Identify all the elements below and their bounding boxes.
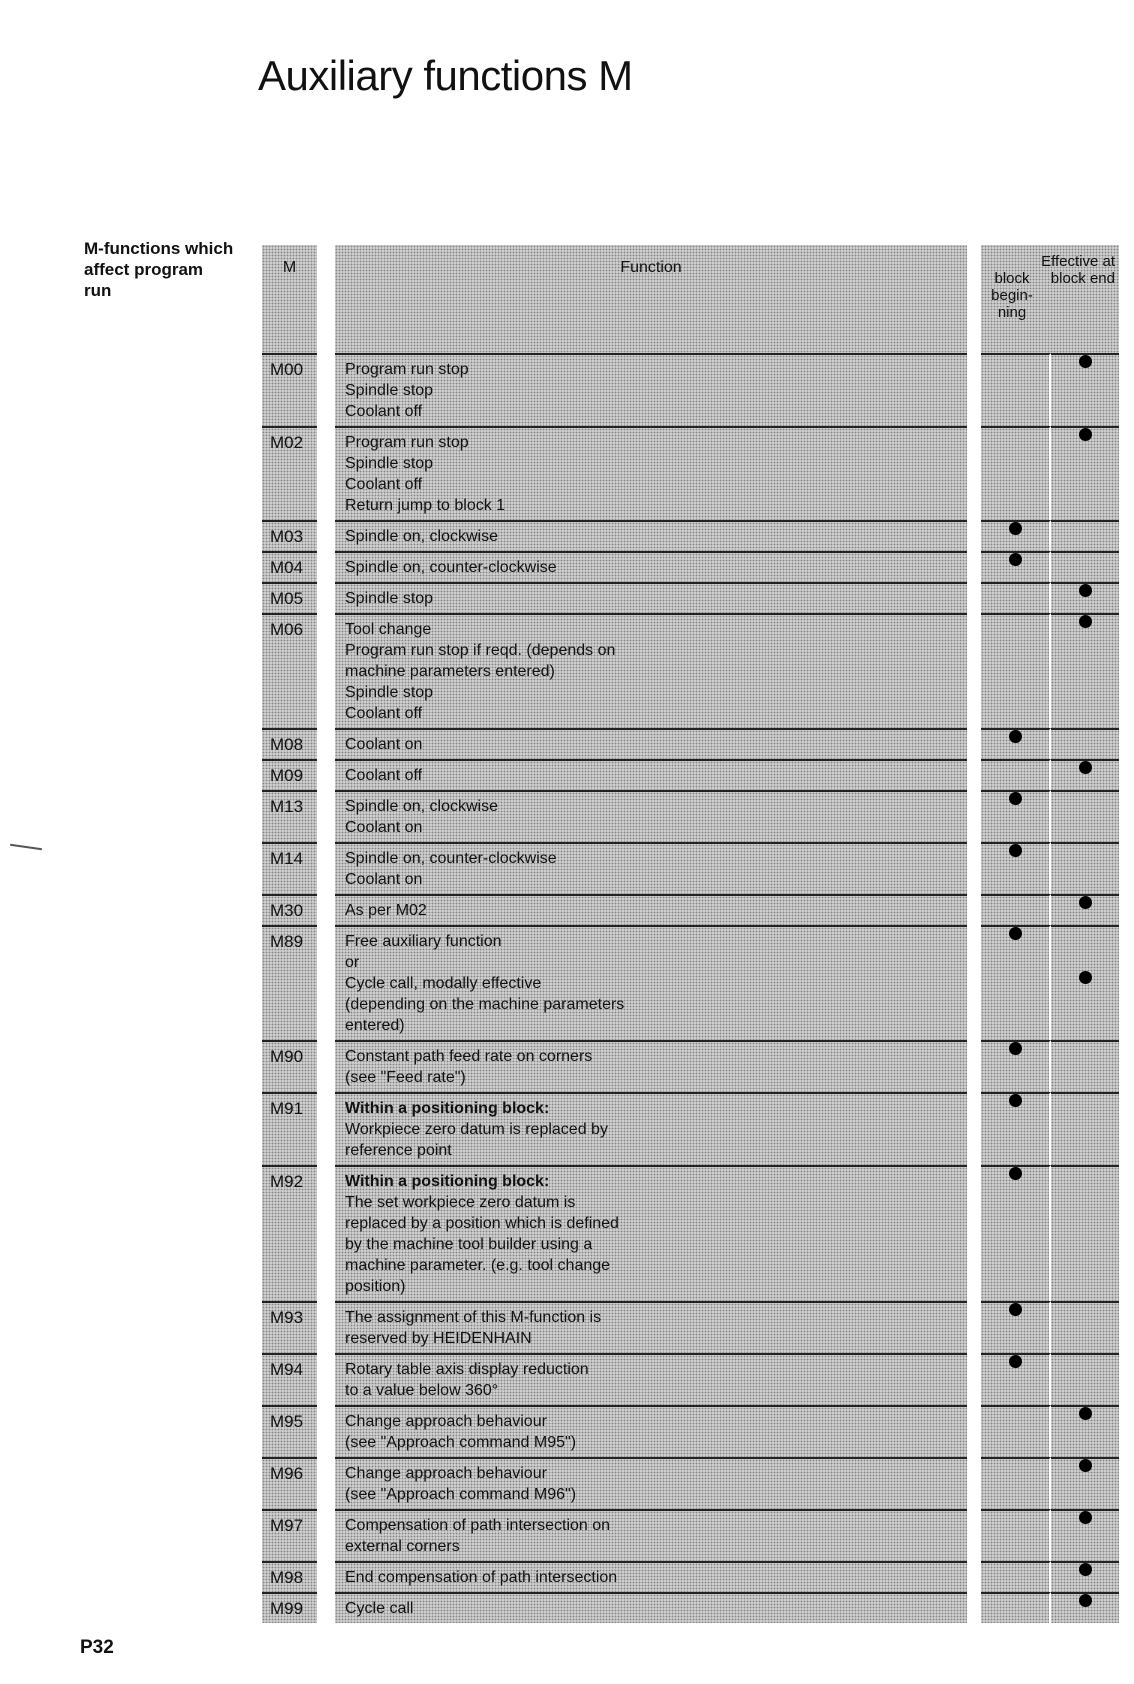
function-description bbox=[335, 925, 967, 1040]
function-description bbox=[335, 1353, 967, 1405]
function-line: Spindle stop bbox=[345, 455, 434, 472]
function-line: to a value below 360° bbox=[345, 1382, 499, 1399]
function-line: Spindle on, clockwise bbox=[345, 798, 498, 815]
m-code: M97 bbox=[262, 1509, 317, 1561]
effective-marker-dot bbox=[1079, 896, 1092, 909]
table-row bbox=[262, 1561, 1119, 1592]
effective-block-beginning bbox=[981, 925, 1051, 1040]
effective-marker-dot bbox=[1009, 927, 1022, 940]
function-description bbox=[335, 1165, 967, 1301]
effective-block-end bbox=[1051, 925, 1119, 1040]
page-title: Auxiliary functions M bbox=[258, 52, 633, 99]
effective-block-beginning bbox=[981, 613, 1051, 728]
effective-marker-dot bbox=[1079, 1407, 1092, 1420]
m-code: M99 bbox=[262, 1592, 317, 1623]
effective-block-beginning bbox=[981, 1165, 1051, 1301]
effective-block-beginning bbox=[981, 1592, 1051, 1623]
table-row bbox=[262, 1040, 1119, 1092]
m-code: M06 bbox=[262, 613, 317, 728]
effective-block-end bbox=[1051, 1301, 1119, 1353]
function-line: Tool change bbox=[345, 621, 432, 638]
function-line: external corners bbox=[345, 1538, 460, 1555]
effective-block-end bbox=[1051, 842, 1119, 894]
function-heading: Within a positioning block: bbox=[345, 1100, 550, 1117]
function-description bbox=[335, 759, 967, 790]
function-description bbox=[335, 1040, 967, 1092]
m-code: M03 bbox=[262, 520, 317, 551]
effective-marker-dot bbox=[1079, 615, 1092, 628]
table-row bbox=[262, 1592, 1119, 1623]
effective-block-beginning bbox=[981, 1353, 1051, 1405]
table-row bbox=[262, 790, 1119, 842]
function-line: Change approach behaviour bbox=[345, 1413, 547, 1430]
effective-marker-dot bbox=[1079, 1511, 1092, 1524]
effective-block-end bbox=[1051, 426, 1119, 520]
function-line: Program run stop if reqd. (depends on bbox=[345, 642, 616, 659]
effective-block-end bbox=[1051, 353, 1119, 426]
m-code: M89 bbox=[262, 925, 317, 1040]
effective-marker-dot bbox=[1079, 428, 1092, 441]
m-code: M08 bbox=[262, 728, 317, 759]
effective-marker-dot bbox=[1079, 971, 1092, 984]
table-row bbox=[262, 842, 1119, 894]
table-row bbox=[262, 520, 1119, 551]
table-header-row bbox=[262, 245, 1119, 353]
function-line: End compensation of path intersection bbox=[345, 1569, 618, 1586]
function-description bbox=[335, 842, 967, 894]
header-m: M bbox=[262, 245, 317, 353]
function-line: Coolant off bbox=[345, 403, 423, 420]
function-description bbox=[335, 1301, 967, 1353]
effective-marker-dot bbox=[1009, 792, 1022, 805]
effective-marker-dot bbox=[1009, 1094, 1022, 1107]
m-code: M05 bbox=[262, 582, 317, 613]
effective-block-end bbox=[1051, 1165, 1119, 1301]
header-function: Function bbox=[335, 245, 967, 353]
function-line: The assignment of this M-function is bbox=[345, 1309, 602, 1326]
m-code: M30 bbox=[262, 894, 317, 925]
function-line: machine parameters entered) bbox=[345, 663, 555, 680]
table-row bbox=[262, 613, 1119, 728]
effective-block-end bbox=[1051, 1561, 1119, 1592]
function-line: or bbox=[345, 954, 360, 971]
effective-block-beginning bbox=[981, 790, 1051, 842]
effective-block-end bbox=[1051, 520, 1119, 551]
function-line: Constant path feed rate on corners bbox=[345, 1048, 593, 1065]
function-line: As per M02 bbox=[345, 902, 427, 919]
effective-block-end bbox=[1051, 1457, 1119, 1509]
m-code: M96 bbox=[262, 1457, 317, 1509]
effective-marker-dot bbox=[1009, 1355, 1022, 1368]
function-line: Spindle on, counter-clockwise bbox=[345, 559, 557, 576]
m-code: M04 bbox=[262, 551, 317, 582]
effective-block-end bbox=[1051, 728, 1119, 759]
effective-block-end bbox=[1051, 613, 1119, 728]
m-code: M14 bbox=[262, 842, 317, 894]
effective-block-end bbox=[1051, 759, 1119, 790]
m-code: M98 bbox=[262, 1561, 317, 1592]
effective-block-end bbox=[1051, 582, 1119, 613]
effective-marker-dot bbox=[1009, 522, 1022, 535]
table-row bbox=[262, 1509, 1119, 1561]
function-description bbox=[335, 426, 967, 520]
function-line: reference point bbox=[345, 1142, 452, 1159]
page-number: P32 bbox=[80, 1637, 114, 1658]
effective-block-beginning bbox=[981, 1092, 1051, 1165]
effective-block-beginning bbox=[981, 1405, 1051, 1457]
function-line: Coolant on bbox=[345, 736, 423, 753]
section-side-label: M-functions which affect program run bbox=[84, 239, 234, 300]
m-code: M13 bbox=[262, 790, 317, 842]
table-row bbox=[262, 1457, 1119, 1509]
function-line: position) bbox=[345, 1278, 406, 1295]
function-description bbox=[335, 1561, 967, 1592]
table-row bbox=[262, 551, 1119, 582]
function-description bbox=[335, 1509, 967, 1561]
function-line: Coolant on bbox=[345, 819, 423, 836]
function-line: by the machine tool builder using a bbox=[345, 1236, 593, 1253]
effective-block-beginning bbox=[981, 842, 1051, 894]
m-code: M92 bbox=[262, 1165, 317, 1301]
header-effective-at bbox=[981, 245, 1119, 353]
table-row bbox=[262, 759, 1119, 790]
header-block-end: block end bbox=[1050, 270, 1115, 287]
table-row bbox=[262, 1301, 1119, 1353]
effective-block-end bbox=[1051, 1509, 1119, 1561]
function-line: Program run stop bbox=[345, 361, 469, 378]
header-block-beginning: block begin-ning bbox=[991, 270, 1033, 321]
function-line: Spindle stop bbox=[345, 590, 434, 607]
function-line: Coolant off bbox=[345, 705, 423, 722]
effective-block-beginning bbox=[981, 728, 1051, 759]
m-code: M90 bbox=[262, 1040, 317, 1092]
function-line: Rotary table axis display reduction bbox=[345, 1361, 589, 1378]
effective-marker-dot bbox=[1009, 844, 1022, 857]
effective-block-beginning bbox=[981, 426, 1051, 520]
effective-marker-dot bbox=[1079, 584, 1092, 597]
function-description bbox=[335, 728, 967, 759]
function-description bbox=[335, 894, 967, 925]
function-line: reserved by HEIDENHAIN bbox=[345, 1330, 532, 1347]
m-code: M93 bbox=[262, 1301, 317, 1353]
function-line: Change approach behaviour bbox=[345, 1465, 547, 1482]
function-description bbox=[335, 582, 967, 613]
effective-marker-dot bbox=[1079, 1459, 1092, 1472]
function-line: Spindle on, clockwise bbox=[345, 528, 498, 545]
table-row bbox=[262, 1092, 1119, 1165]
function-description bbox=[335, 1092, 967, 1165]
effective-marker-dot bbox=[1079, 355, 1092, 368]
function-description bbox=[335, 551, 967, 582]
function-line: replaced by a position which is defined bbox=[345, 1215, 619, 1232]
function-line: (see "Feed rate") bbox=[345, 1069, 466, 1086]
function-description bbox=[335, 1405, 967, 1457]
effective-marker-dot bbox=[1079, 1594, 1092, 1607]
function-line: Spindle stop bbox=[345, 684, 434, 701]
function-line: Spindle stop bbox=[345, 382, 434, 399]
effective-marker-dot bbox=[1009, 730, 1022, 743]
function-line: entered) bbox=[345, 1017, 405, 1034]
function-line: Coolant on bbox=[345, 871, 423, 888]
effective-block-end bbox=[1051, 551, 1119, 582]
effective-marker-dot bbox=[1079, 1563, 1092, 1576]
effective-block-end bbox=[1051, 1040, 1119, 1092]
effective-block-end bbox=[1051, 790, 1119, 842]
effective-block-beginning bbox=[981, 1040, 1051, 1092]
effective-block-end bbox=[1051, 1592, 1119, 1623]
function-line: Compensation of path intersection on bbox=[345, 1517, 611, 1534]
m-functions-table bbox=[262, 245, 1119, 1623]
function-line: The set workpiece zero datum is bbox=[345, 1194, 576, 1211]
table-row bbox=[262, 894, 1119, 925]
effective-marker-dot bbox=[1079, 761, 1092, 774]
m-code: M95 bbox=[262, 1405, 317, 1457]
table-row bbox=[262, 426, 1119, 520]
table-row bbox=[262, 582, 1119, 613]
table-row bbox=[262, 1165, 1119, 1301]
function-line: Return jump to block 1 bbox=[345, 497, 506, 514]
effective-marker-dot bbox=[1009, 1303, 1022, 1316]
effective-block-beginning bbox=[981, 551, 1051, 582]
effective-block-beginning bbox=[981, 1561, 1051, 1592]
function-description bbox=[335, 1592, 967, 1623]
function-line: Coolant off bbox=[345, 476, 423, 493]
effective-block-beginning bbox=[981, 582, 1051, 613]
margin-mark bbox=[10, 844, 42, 850]
effective-marker-dot bbox=[1009, 553, 1022, 566]
effective-block-beginning bbox=[981, 759, 1051, 790]
table-row bbox=[262, 353, 1119, 426]
function-line: machine parameter. (e.g. tool change bbox=[345, 1257, 611, 1274]
function-description bbox=[335, 353, 967, 426]
effective-block-beginning bbox=[981, 1301, 1051, 1353]
table-row bbox=[262, 728, 1119, 759]
effective-block-end bbox=[1051, 1092, 1119, 1165]
m-code: M02 bbox=[262, 426, 317, 520]
function-heading: Within a positioning block: bbox=[345, 1173, 550, 1190]
function-description bbox=[335, 520, 967, 551]
function-line: (see "Approach command M96") bbox=[345, 1486, 577, 1503]
effective-block-end bbox=[1051, 894, 1119, 925]
table-body bbox=[262, 353, 1119, 1623]
effective-marker-dot bbox=[1009, 1042, 1022, 1055]
table-row bbox=[262, 925, 1119, 1040]
function-line: Spindle on, counter-clockwise bbox=[345, 850, 557, 867]
effective-block-beginning bbox=[981, 894, 1051, 925]
table-row bbox=[262, 1353, 1119, 1405]
m-code: M94 bbox=[262, 1353, 317, 1405]
function-line: (see "Approach command M95") bbox=[345, 1434, 577, 1451]
effective-block-beginning bbox=[981, 520, 1051, 551]
effective-block-end bbox=[1051, 1353, 1119, 1405]
function-description bbox=[335, 613, 967, 728]
function-line: (depending on the machine parameters bbox=[345, 996, 625, 1013]
function-line: Workpiece zero datum is replaced by bbox=[345, 1121, 608, 1138]
function-line: Free auxiliary function bbox=[345, 933, 502, 950]
function-line: Coolant off bbox=[345, 767, 423, 784]
m-code: M09 bbox=[262, 759, 317, 790]
function-line: Cycle call, modally effective bbox=[345, 975, 542, 992]
effective-marker-dot bbox=[1009, 1167, 1022, 1180]
header-effective-at-label: Effective at bbox=[1041, 253, 1115, 270]
effective-block-beginning bbox=[981, 353, 1051, 426]
m-code: M00 bbox=[262, 353, 317, 426]
effective-block-beginning bbox=[981, 1509, 1051, 1561]
function-line: Program run stop bbox=[345, 434, 469, 451]
effective-block-beginning bbox=[981, 1457, 1051, 1509]
function-description bbox=[335, 1457, 967, 1509]
function-line: Cycle call bbox=[345, 1600, 414, 1617]
effective-block-end bbox=[1051, 1405, 1119, 1457]
function-description bbox=[335, 790, 967, 842]
table-row bbox=[262, 1405, 1119, 1457]
m-code: M91 bbox=[262, 1092, 317, 1165]
